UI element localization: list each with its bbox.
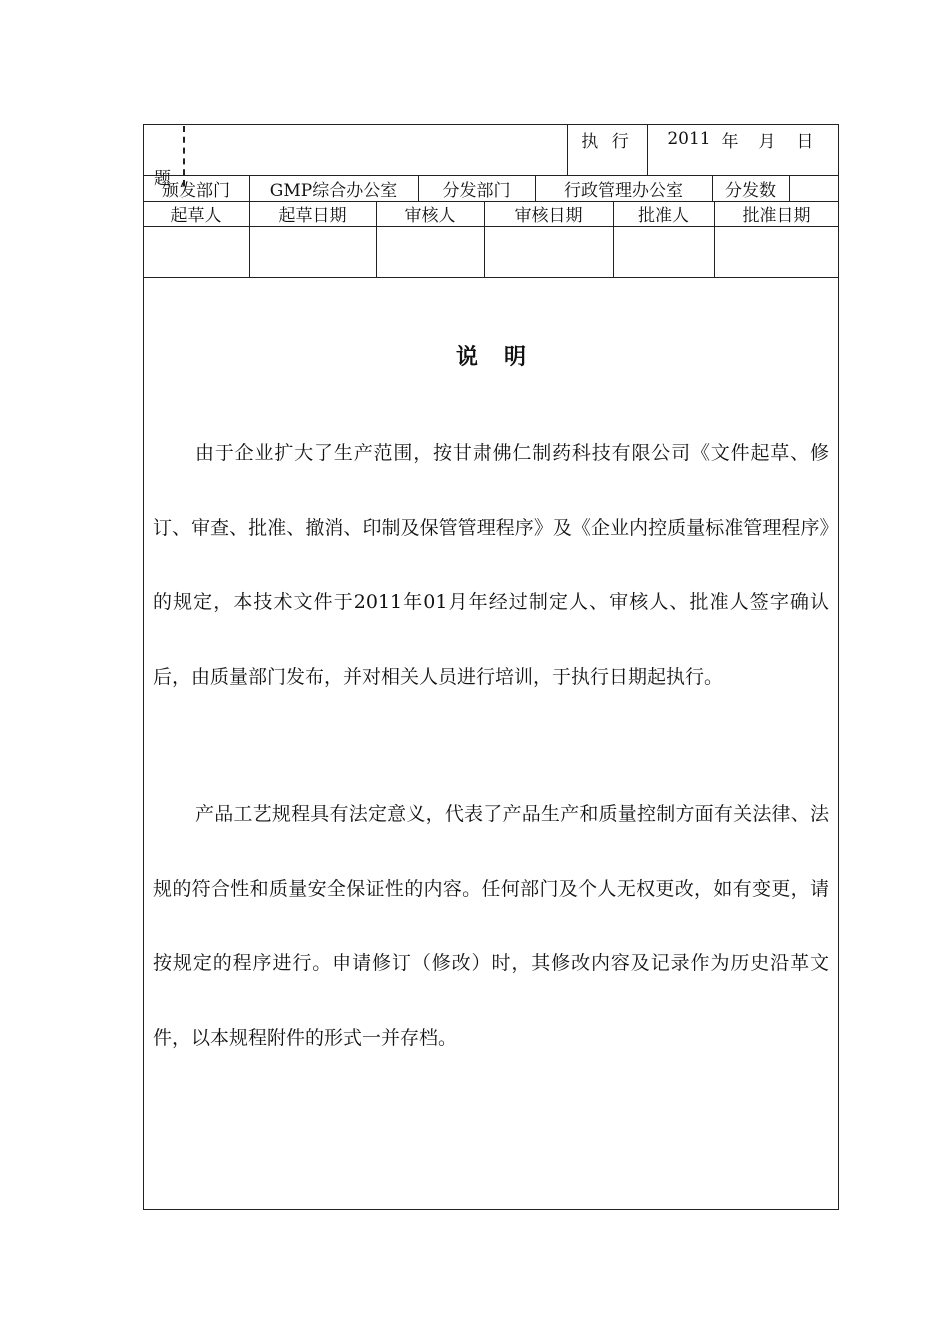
- dist-dept-label: 分发部门: [442, 180, 511, 201]
- day-label: 日: [796, 131, 814, 152]
- approver-header: 批准人: [638, 206, 689, 226]
- year-label: 年: [721, 131, 739, 152]
- drafter-value: [143, 226, 249, 277]
- approve-date-value: [714, 226, 839, 277]
- execute-label: 执 行: [581, 131, 633, 152]
- title-label: 题: [154, 169, 171, 189]
- execute-year: 2011: [667, 129, 711, 149]
- body-paragraph-1: 由于企业扩大了生产范围，按甘肃佛仁制药科技有限公司《文件起草、修订、审查、批准、撤消、印制及保管管理程序》及《企业内控质量标准管理程序》的规定，本技术文件于2011年01月年经过制定人、审核人、批准人签字确认后，由质量部门发布，并对相关人员进行培训，于执行日期起执行。: [153, 442, 829, 688]
- dist-dept-value: 行政管理办公室: [564, 180, 683, 201]
- drafter-header: 起草人: [170, 206, 222, 226]
- dist-count-label: 分发数: [725, 180, 776, 201]
- approver-value: [613, 226, 714, 277]
- review-date-value: [484, 226, 613, 277]
- issue-dept-label: 颁发部门: [162, 180, 230, 201]
- month-label: 月: [758, 131, 776, 152]
- issue-dept-value: GMP综合办公室: [269, 180, 398, 201]
- body-paragraph-2: 产品工艺规程具有法定意义，代表了产品生产和质量控制方面有关法律、法规的符合性和质量安全保证性的内容。任何部门及个人无权更改，如有变更，请按规定的程序进行。申请修订（修改）时，其修改内容及记录作为历史沿革文件，以本规程附件的形式一并存档。: [153, 803, 829, 1049]
- reviewer-header: 审核人: [404, 206, 456, 226]
- reviewer-value: [376, 226, 484, 277]
- review-date-header: 审核日期: [514, 206, 583, 226]
- dist-count-value: [789, 175, 839, 201]
- draft-date-value: [249, 226, 376, 277]
- document-title: 说明: [455, 345, 552, 370]
- row-divider: [143, 277, 839, 278]
- approve-date-header: 批准日期: [742, 206, 811, 226]
- draft-date-header: 起草日期: [278, 206, 347, 226]
- col-divider: [647, 124, 648, 175]
